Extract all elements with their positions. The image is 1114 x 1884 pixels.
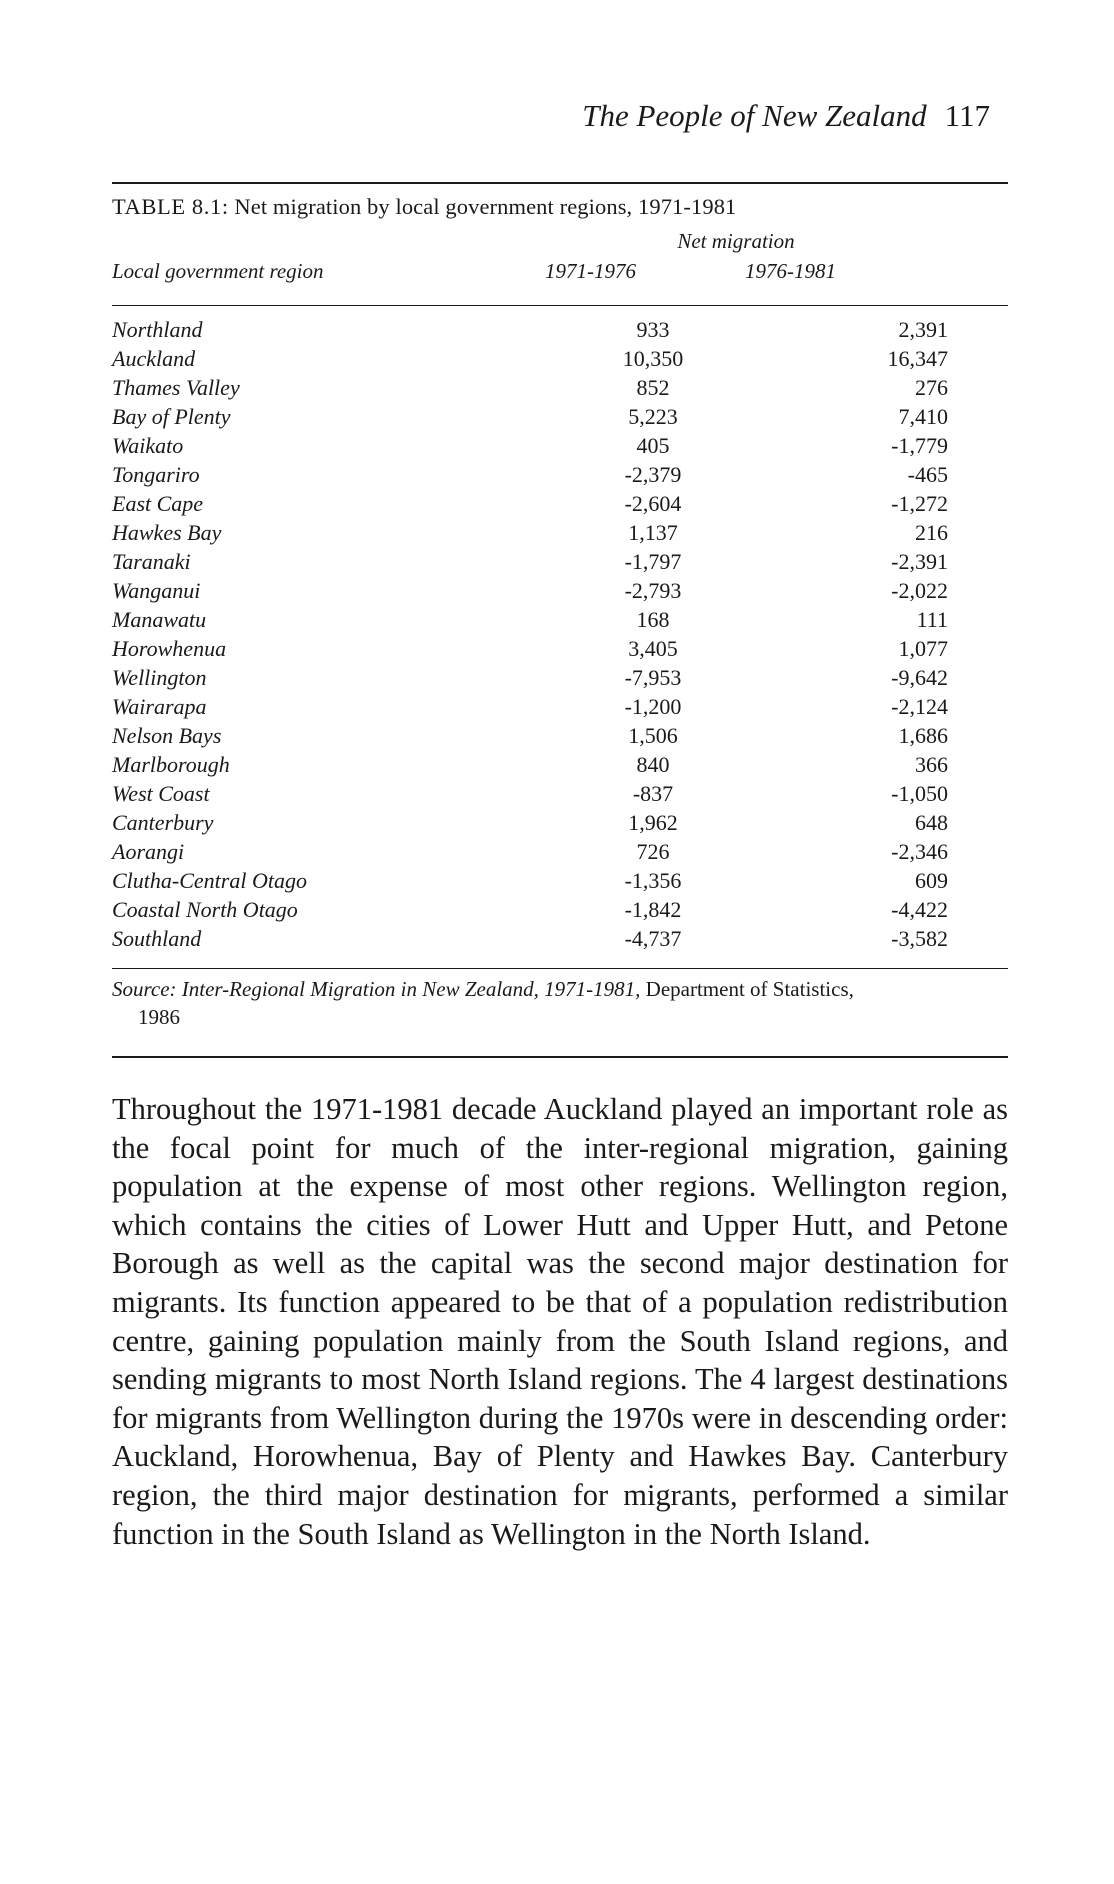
region-name: Thames Valley bbox=[112, 375, 240, 400]
value-1976-1981: -2,022 bbox=[891, 578, 948, 603]
value-1976-1981: 2,391 bbox=[898, 317, 948, 342]
running-head bbox=[582, 98, 990, 134]
source-publisher: Department of Statistics, bbox=[645, 977, 854, 1001]
region-name: Horowhenua bbox=[112, 636, 227, 661]
region-name: Wairarapa bbox=[112, 694, 207, 719]
value-1971-1976: 1,137 bbox=[628, 520, 678, 545]
region-name: Wellington bbox=[112, 665, 207, 690]
header-rule bbox=[112, 305, 1008, 306]
value-1976-1981: -2,346 bbox=[891, 839, 948, 864]
region-name: Nelson Bays bbox=[112, 723, 222, 748]
table-row bbox=[112, 576, 1012, 605]
net-migration-header: Net migration bbox=[677, 229, 795, 253]
region-name: Tongariro bbox=[112, 462, 200, 487]
value-1971-1976: -1,797 bbox=[624, 549, 682, 574]
table-title: Net migration by local government regions, 1971-1981 bbox=[234, 194, 737, 219]
value-1976-1981: 16,347 bbox=[887, 346, 948, 371]
table-bottom-rule bbox=[112, 968, 1008, 969]
value-1971-1976: -837 bbox=[632, 781, 674, 806]
table-row bbox=[112, 373, 1012, 402]
value-1976-1981: -9,642 bbox=[891, 665, 948, 690]
value-1971-1976: 3,405 bbox=[628, 636, 678, 661]
column-header-region: Local government region bbox=[112, 259, 324, 283]
source-bottom-rule bbox=[112, 1056, 1008, 1058]
table-row bbox=[112, 518, 1012, 547]
value-1971-1976: -4,737 bbox=[624, 926, 682, 951]
value-1971-1976: 852 bbox=[636, 375, 670, 400]
value-1971-1976: -2,379 bbox=[624, 462, 682, 487]
table-row bbox=[112, 866, 1012, 895]
source-year: 1986 bbox=[138, 1005, 180, 1029]
value-1976-1981: -4,422 bbox=[891, 897, 948, 922]
region-name: East Cape bbox=[112, 491, 204, 516]
value-1976-1981: 276 bbox=[915, 375, 948, 400]
region-name: Clutha-Central Otago bbox=[112, 868, 307, 893]
value-1976-1981: 1,686 bbox=[898, 723, 948, 748]
table-label: TABLE 8.1: bbox=[112, 194, 229, 219]
value-1976-1981: 216 bbox=[915, 520, 948, 545]
table-row bbox=[112, 837, 1012, 866]
page-number: 117 bbox=[944, 98, 990, 133]
value-1976-1981: -2,124 bbox=[891, 694, 948, 719]
table-row bbox=[112, 402, 1012, 431]
value-1976-1981: -2,391 bbox=[891, 549, 948, 574]
value-1976-1981: 609 bbox=[915, 868, 948, 893]
value-1971-1976: 1,506 bbox=[628, 723, 678, 748]
running-title: The People of New Zealand bbox=[582, 98, 927, 133]
table-row bbox=[112, 721, 1012, 750]
region-name: Coastal North Otago bbox=[112, 897, 298, 922]
region-name: Wanganui bbox=[112, 578, 201, 603]
value-1976-1981: 7,410 bbox=[898, 404, 948, 429]
region-name: West Coast bbox=[112, 781, 210, 806]
region-name: Auckland bbox=[112, 346, 196, 371]
value-1971-1976: 933 bbox=[636, 317, 670, 342]
region-name: Bay of Plenty bbox=[112, 404, 231, 429]
value-1971-1976: -1,200 bbox=[624, 694, 682, 719]
column-header-1976-1981: 1976-1981 bbox=[745, 259, 836, 283]
table-row bbox=[112, 344, 1012, 373]
region-name: Canterbury bbox=[112, 810, 214, 835]
region-name: Aorangi bbox=[112, 839, 185, 864]
value-1976-1981: -1,272 bbox=[891, 491, 948, 516]
value-1971-1976: 10,350 bbox=[622, 346, 684, 371]
value-1971-1976: 1,962 bbox=[628, 810, 678, 835]
table-caption bbox=[112, 194, 736, 220]
value-1971-1976: 405 bbox=[636, 433, 670, 458]
column-header-1971-1976: 1971-1976 bbox=[545, 259, 636, 283]
table-row bbox=[112, 489, 1012, 518]
value-1971-1976: 726 bbox=[636, 839, 670, 864]
table-row bbox=[112, 750, 1012, 779]
table-body bbox=[112, 315, 1012, 953]
region-name: Taranaki bbox=[112, 549, 191, 574]
region-name: Manawatu bbox=[112, 607, 207, 632]
table-row bbox=[112, 634, 1012, 663]
value-1976-1981: -465 bbox=[907, 462, 948, 487]
value-1976-1981: -1,050 bbox=[891, 781, 948, 806]
table-row bbox=[112, 808, 1012, 837]
value-1976-1981: 111 bbox=[916, 607, 948, 632]
value-1971-1976: -1,356 bbox=[624, 868, 682, 893]
table-top-rule bbox=[112, 182, 1008, 184]
value-1976-1981: 648 bbox=[915, 810, 948, 835]
table-row bbox=[112, 315, 1012, 344]
value-1971-1976: -2,604 bbox=[624, 491, 682, 516]
source-title: Inter-Regional Migration in New Zealand, 1971-1981, bbox=[181, 977, 641, 1001]
table-row bbox=[112, 460, 1012, 489]
region-name: Southland bbox=[112, 926, 202, 951]
table-row bbox=[112, 779, 1012, 808]
table-row bbox=[112, 924, 1012, 953]
value-1976-1981: 1,077 bbox=[898, 636, 948, 661]
table-row bbox=[112, 895, 1012, 924]
table-row bbox=[112, 692, 1012, 721]
region-name: Waikato bbox=[112, 433, 184, 458]
value-1971-1976: 5,223 bbox=[628, 404, 678, 429]
region-name: Marlborough bbox=[112, 752, 230, 777]
table-source-note bbox=[112, 975, 1012, 1031]
value-1976-1981: 366 bbox=[915, 752, 948, 777]
table-row bbox=[112, 605, 1012, 634]
body-paragraph: Throughout the 1971-1981 decade Auckland played an important role as the focal point for much of the inter-regional migration, gaining population at the expense of most other regions. Wellington region, which contains the cities of Lower Hutt and Upper Hutt, and Petone Borough as well as the capital was the second major destination for migrants. Its function appeared to be that of a population redistribution centre, gaining population mainly from the South Island regions, and sending migrants to most North Island regions. The 4 largest destinations for migrants from Wellington during the 1970s were in descending order: Auckland, Horowhenua, Bay of Plenty and Hawkes Bay. Canterbury region, the third major destination for migrants, performed a similar function in the South Island as Wellington in the North Island. bbox=[112, 1092, 1008, 1551]
value-1976-1981: -3,582 bbox=[891, 926, 948, 951]
table-row bbox=[112, 547, 1012, 576]
region-name: Northland bbox=[112, 317, 203, 342]
value-1971-1976: -2,793 bbox=[624, 578, 682, 603]
source-label: Source: bbox=[112, 977, 177, 1001]
value-1971-1976: -7,953 bbox=[624, 665, 682, 690]
value-1971-1976: 840 bbox=[636, 752, 670, 777]
value-1976-1981: -1,779 bbox=[891, 433, 948, 458]
region-name: Hawkes Bay bbox=[112, 520, 222, 545]
table-row bbox=[112, 663, 1012, 692]
value-1971-1976: -1,842 bbox=[624, 897, 682, 922]
table-row bbox=[112, 431, 1012, 460]
value-1971-1976: 168 bbox=[636, 607, 670, 632]
